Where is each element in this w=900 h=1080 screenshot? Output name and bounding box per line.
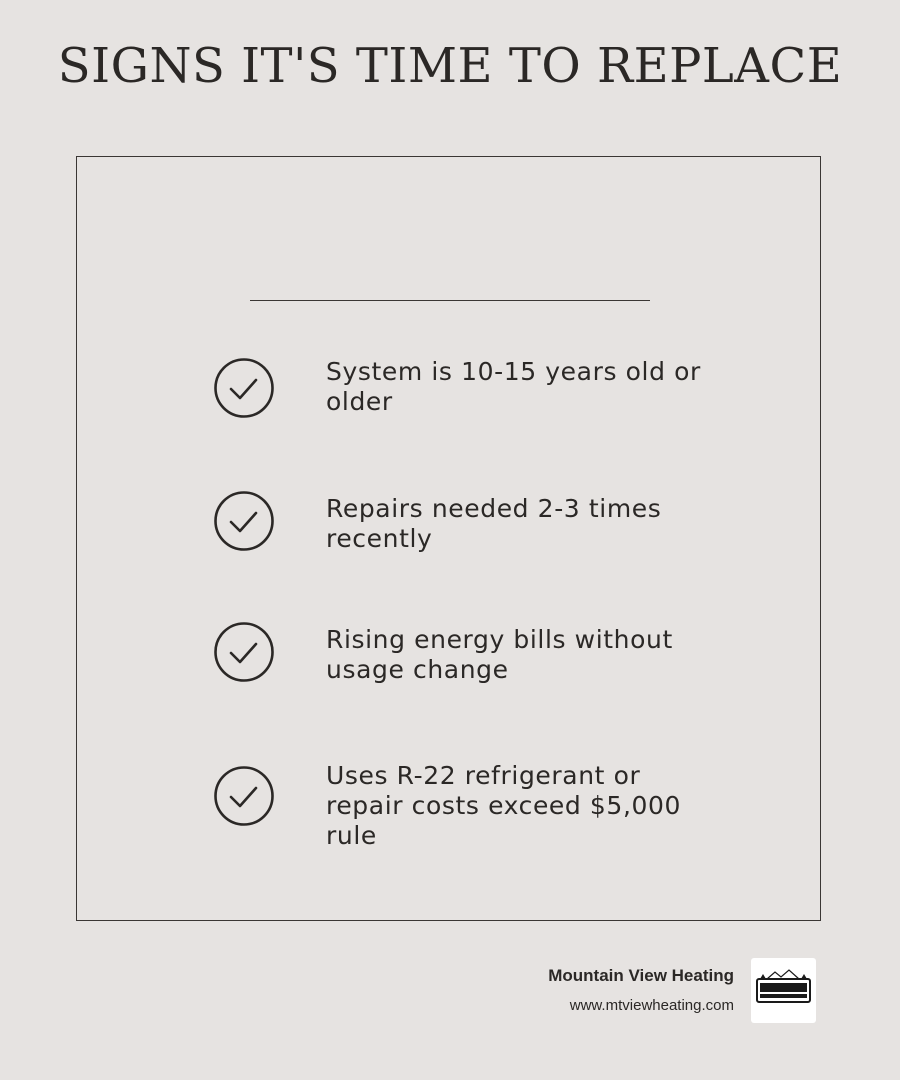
check-circle-icon (213, 765, 275, 827)
check-circle-icon (213, 357, 275, 419)
mountain-logo-icon (751, 958, 816, 1023)
company-name: Mountain View Heating (548, 966, 734, 985)
check-circle-icon (213, 621, 275, 683)
item-text: Uses R-22 refrigerant or repair costs exceed $5,000 rule (326, 761, 682, 850)
check-circle-icon (213, 490, 275, 552)
company-url[interactable]: www.mtviewheating.com (569, 997, 734, 1014)
signs-card (76, 156, 821, 921)
page-title: SIGNS IT'S TIME TO REPLACE (57, 38, 843, 94)
item-text: System is 10-15 years old or older (326, 357, 701, 416)
company-logo (751, 958, 816, 1023)
item-text: Rising energy bills without usage change (326, 625, 673, 684)
divider-line (250, 300, 650, 301)
brand-block (548, 963, 734, 1019)
item-text: Repairs needed 2-3 times recently (326, 494, 662, 553)
